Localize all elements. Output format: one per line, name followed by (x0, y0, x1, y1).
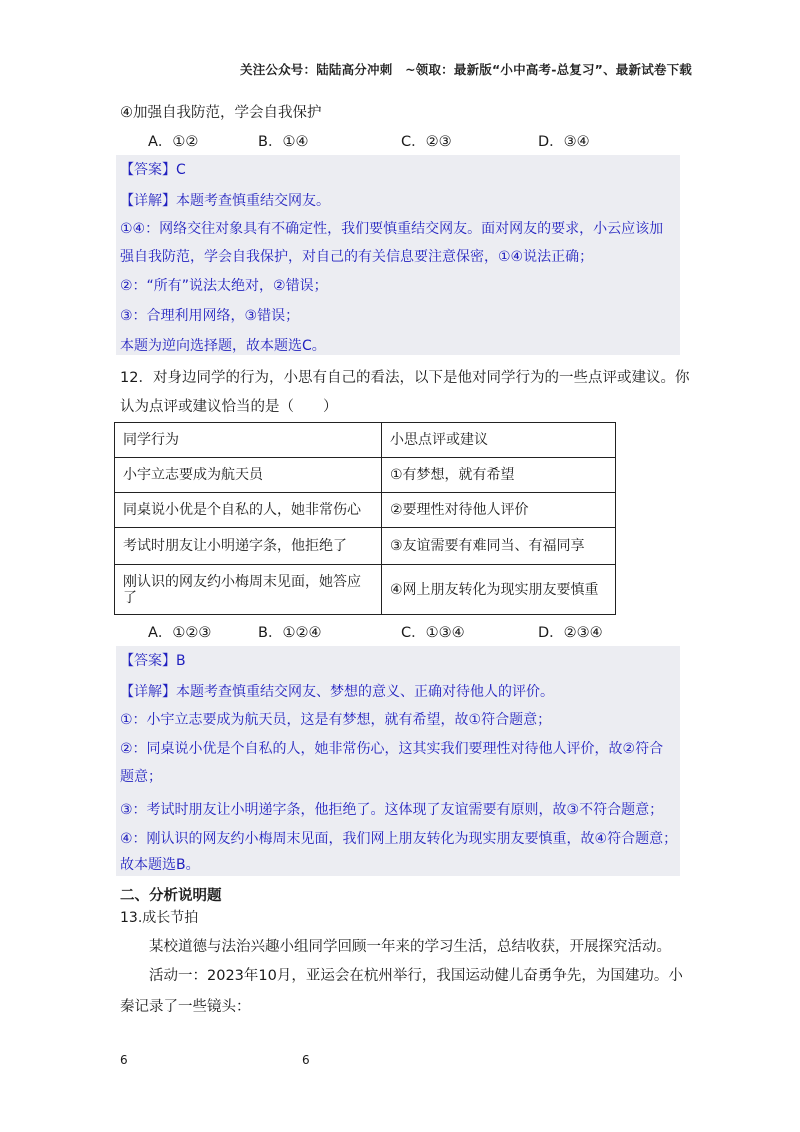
q11-option-c: C．②③ (401, 134, 452, 150)
q13-paragraph: 秦记录了一些镜头： (120, 999, 251, 1015)
q12-option-d: D．②③④ (538, 625, 603, 641)
table-cell: 刚认识的网友约小梅周末见面，她答应了 (115, 565, 382, 615)
table-cell: ①有梦想，就有希望 (382, 458, 616, 493)
table-header-cell: 小思点评或建议 (382, 423, 616, 458)
q12-option-c: C．①③④ (401, 625, 465, 641)
q12-explain-line: 故本题选B。 (120, 857, 200, 873)
q11-explain-line: ①④：网络交往对象具有不确定性，我们要慎重结交网友。面对网友的要求，小云应该加 (120, 221, 664, 237)
q12-explain-line: ①：小宇立志要成为航天员，这是有梦想，就有希望，故①符合题意； (120, 712, 552, 728)
q11-explain-line: 强自我防范，学会自我保护，对自己的有关信息要注意保密，①④说法正确； (120, 249, 594, 265)
q12-explain-line: 【详解】本题考查慎重结交网友、梦想的意义、正确对待他人的评价。 (120, 684, 554, 700)
q13-paragraph: 某校道德与法治兴趣小组同学回顾一年来的学习生活，总结收获，开展探究活动。 (149, 939, 671, 955)
q12-option-b: B．①②④ (258, 625, 322, 641)
q12-answer-block (116, 646, 680, 876)
q11-explain-line: ③：合理利用网络，③错误； (120, 308, 300, 324)
page-number: 6 (120, 1053, 128, 1067)
q12-explain-line: ②：同桌说小优是个自私的人，她非常伤心，这其实我们要理性对待他人评价，故②符合 (120, 741, 664, 757)
q13-paragraph: 活动一：2023年10月，亚运会在杭州举行，我国运动健儿奋勇争先，为国建功。小 (149, 968, 683, 984)
q11-explain-line: ②：“所有”说法太绝对，②错误； (120, 278, 328, 294)
q11-option-a: A．①② (148, 134, 199, 150)
table-row (115, 493, 616, 528)
q11-explain-line: 本题为逆向选择题，故本题选C。 (120, 338, 326, 354)
q11-answer-block (116, 155, 680, 355)
table-row (115, 528, 616, 565)
table-cell: 同桌说小优是个自私的人，她非常伤心 (115, 493, 382, 528)
table-header-row (115, 423, 616, 458)
q12-explain-line: ④：刚认识的网友约小梅周末见面，我们网上朋友转化为现实朋友要慎重，故④符合题意； (120, 831, 678, 847)
table-row (115, 565, 616, 615)
table-cell: ④网上朋友转化为现实朋友要慎重 (382, 565, 616, 615)
q13-title: 13.成长节拍 (120, 910, 199, 926)
q12-explain-line: ③：考试时朋友让小明递字条，他拒绝了。这体现了友谊需要有原则，故③不符合题意； (120, 802, 664, 818)
q11-item4: ④加强自我防范，学会自我保护 (120, 105, 322, 121)
page-number: 6 (302, 1053, 310, 1067)
table-cell: 考试时朋友让小明递字条，他拒绝了 (115, 528, 382, 565)
q11-answer: 【答案】C (120, 162, 186, 178)
table-row (115, 458, 616, 493)
q12-option-a: A．①②③ (148, 625, 212, 641)
q11-option-d: D．③④ (538, 134, 590, 150)
table-header-cell: 同学行为 (115, 423, 382, 458)
table-cell: ③友谊需要有难同当、有福同享 (382, 528, 616, 565)
page-header: 关注公众号：陆陆高分冲刺 ~领取：最新版“小中高考-总复习”、最新试卷下载 (240, 62, 692, 77)
q11-option-b: B．①④ (258, 134, 309, 150)
q12-table (114, 422, 616, 615)
q12-stem: 认为点评或建议恰当的是（ ） (120, 399, 338, 415)
q11-explain-line: 【详解】本题考查慎重结交网友。 (120, 193, 330, 209)
table-cell: 小宇立志要成为航天员 (115, 458, 382, 493)
section-title: 二、分析说明题 (120, 888, 222, 904)
q12-stem: 12．对身边同学的行为，小思有自己的看法，以下是他对同学行为的一些点评或建议。你 (120, 370, 690, 386)
q11-options (148, 130, 618, 151)
q12-options (148, 621, 618, 642)
table-cell: ②要理性对待他人评价 (382, 493, 616, 528)
q12-answer: 【答案】B (120, 653, 186, 669)
q12-explain-line: 题意； (120, 769, 162, 785)
